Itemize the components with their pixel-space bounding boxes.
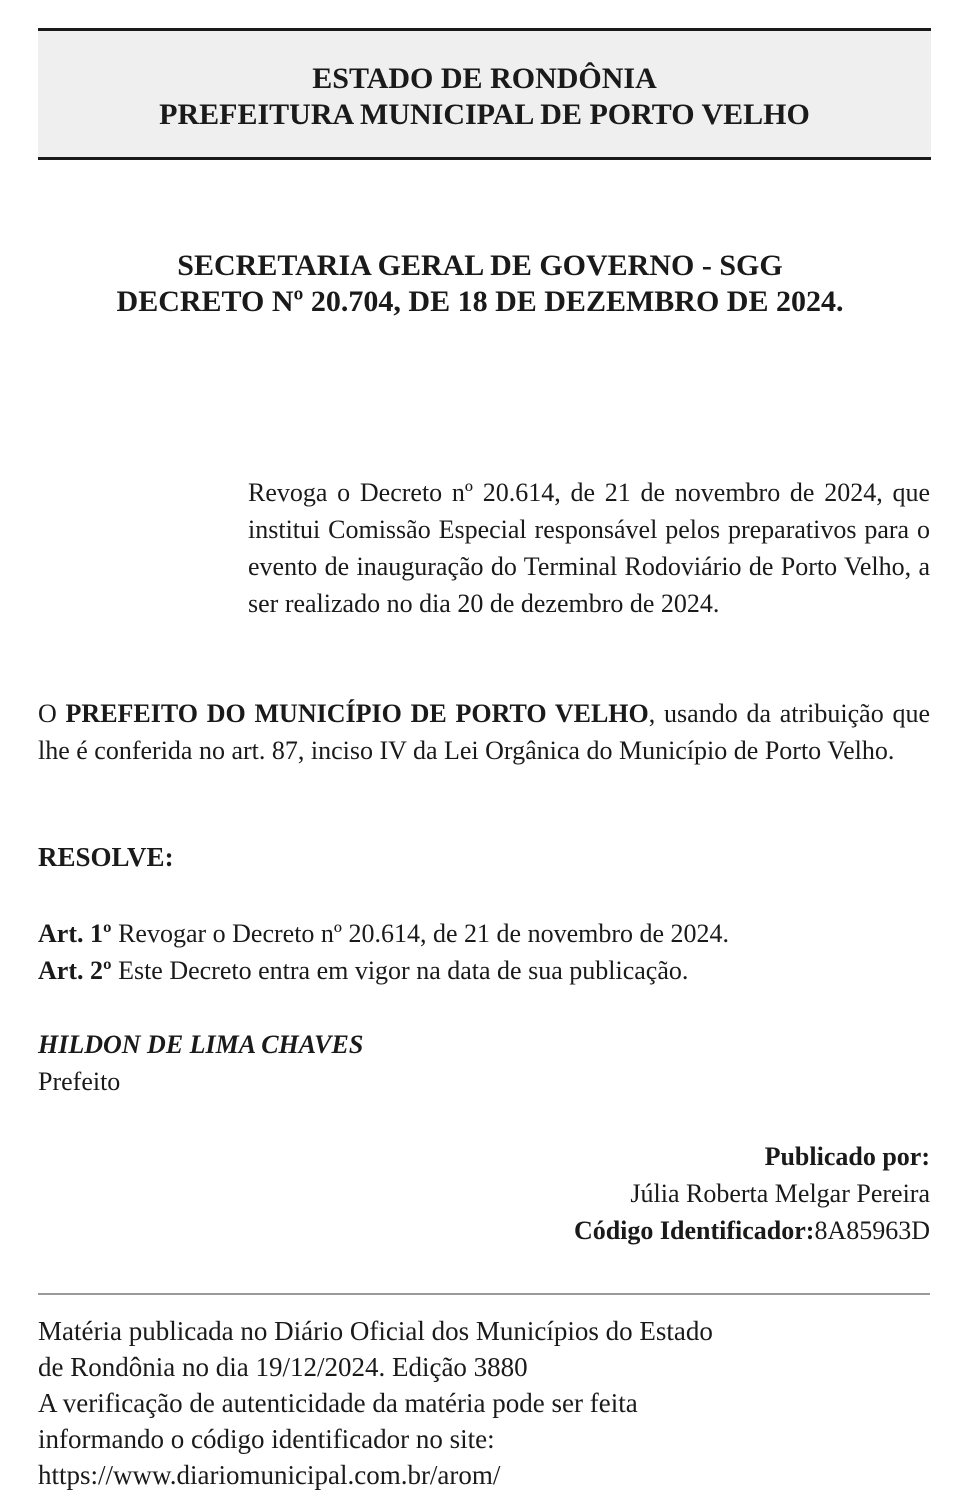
preamble-paragraph — [38, 695, 930, 769]
footer-line-2: de Rondônia no dia 19/12/2024. Edição 3880 — [38, 1352, 528, 1382]
header-banner — [38, 28, 931, 160]
identifier-code-line — [230, 1212, 930, 1249]
state-name: ESTADO DE RONDÔNIA — [312, 62, 657, 95]
preamble-rest: , usando da atribuição que lhe é conferida no art. 87, inciso IV da Lei Orgânica do Município de Porto Velho. — [38, 699, 931, 765]
signer-name: HILDON DE LIMA CHAVES — [38, 1030, 364, 1059]
municipality-name: PREFEITURA MUNICIPAL DE PORTO VELHO — [159, 98, 810, 131]
identifier-code: 8A85963D — [814, 1216, 930, 1245]
articles-list — [38, 915, 930, 989]
article-1-label: Art. 1º — [38, 919, 112, 948]
decree-summary: Revoga o Decreto nº 20.614, de 21 de novembro de 2024, que institui Comissão Especial responsável pelos preparativos para o evento de inauguração do Terminal Rodoviário de Porto Velho, a ser realizado no dia 20 de dezembro de 2024. — [248, 478, 930, 618]
resolve-heading: RESOLVE: — [38, 842, 174, 872]
preamble-authority: PREFEITO DO MUNICÍPIO DE PORTO VELHO — [65, 699, 649, 728]
publisher-name: Júlia Roberta Melgar Pereira — [630, 1179, 930, 1208]
footer-divider — [38, 1293, 930, 1295]
signer-role: Prefeito — [38, 1067, 121, 1096]
signature-block — [38, 1026, 363, 1100]
article-1-text: Revogar o Decreto nº 20.614, de 21 de novembro de 2024. — [111, 919, 730, 948]
article-2-label: Art. 2º — [38, 956, 112, 985]
article-2 — [38, 952, 930, 989]
article-2-text: Este Decreto entra em vigor na data de sua publicação. — [111, 956, 689, 985]
published-by-label: Publicado por: — [764, 1142, 930, 1171]
footer-line-3: A verificação de autenticidade da matéria pode ser feita — [38, 1388, 638, 1418]
footer-line-4: informando o código identificador no site: — [38, 1424, 495, 1454]
decree-title-block — [0, 248, 960, 320]
verification-url[interactable]: https://www.diariomunicipal.com.br/arom/ — [38, 1460, 501, 1490]
article-1 — [38, 915, 930, 952]
secretaria-title: SECRETARIA GERAL DE GOVERNO - SGG — [177, 249, 783, 282]
footer-line-1: Matéria publicada no Diário Oficial dos Municípios do Estado — [38, 1316, 713, 1346]
decree-title: DECRETO Nº 20.704, DE 18 DE DEZEMBRO DE 2024. — [116, 285, 844, 318]
identifier-code-label: Código Identificador: — [573, 1216, 815, 1245]
preamble-prefix: O — [38, 699, 66, 728]
published-by-block — [230, 1138, 930, 1249]
footer-note — [38, 1313, 930, 1493]
